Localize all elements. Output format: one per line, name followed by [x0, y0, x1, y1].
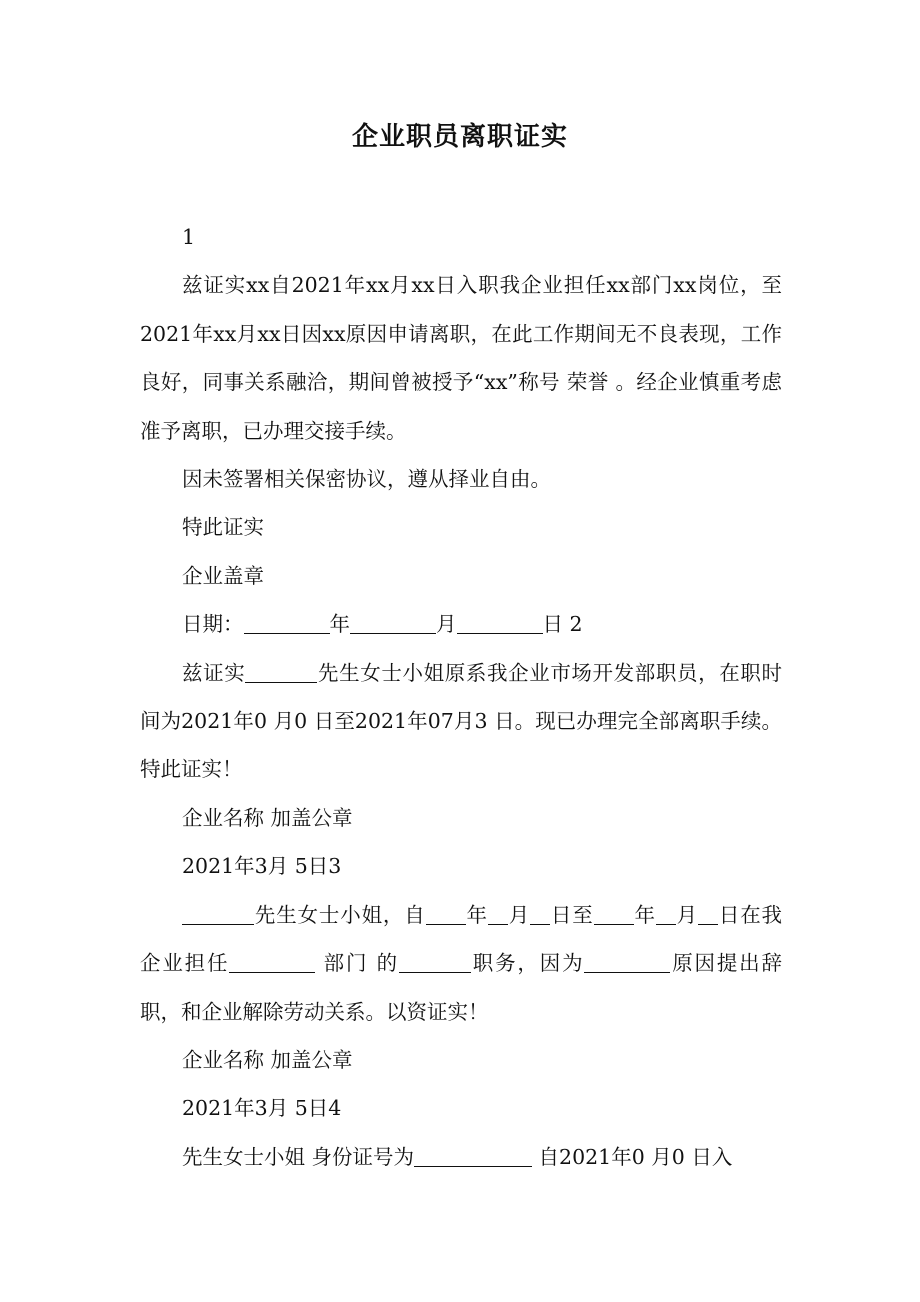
text-segment: 原因提出辞职，和企业解除劳动关系。以资证实！	[140, 951, 783, 1024]
date-line	[140, 600, 782, 648]
certificate-paragraph-1: 兹证实xx自2021年xx月xx日入职我企业担任xx部门xx岗位，至2021年xx月xx日因xx原因申请离职，在此工作期间无不良表现，工作良好，同事关系融洽，期间曾被授予“xx”称号 荣誉 。经企业慎重考虑准予离职，已办理交接手续。	[140, 273, 782, 443]
text-segment: 职务，因为	[470, 951, 585, 976]
blank-line	[698, 902, 718, 925]
text-segment: 月	[507, 902, 531, 927]
blank-line	[656, 902, 676, 925]
blank-line	[530, 902, 550, 925]
text-segment: 部门 的	[315, 951, 399, 976]
blank-line	[594, 902, 634, 925]
blank-line	[414, 1144, 532, 1167]
section-number-1: 1	[182, 225, 196, 249]
certificate-paragraph-3	[140, 891, 782, 1036]
blank-line	[245, 660, 317, 683]
text-segment: 自2021年0 月0 日入	[532, 1144, 733, 1169]
blank-line	[488, 902, 508, 925]
year-label: 年	[329, 612, 350, 637]
issue-date-line: 2021年3月 5日3	[182, 854, 342, 879]
confidentiality-paragraph: 因未签署相关保密协议，遵从择业自由。	[182, 467, 551, 492]
document-body	[140, 213, 782, 1181]
blank-line	[399, 951, 471, 974]
blank-line	[457, 612, 543, 635]
document-title: 企业职员离职证实	[351, 122, 568, 152]
text-segment: 先生女士小姐原系我企业市场开发部职员，在职时间为2021年0 月0 日至2021年07月3 日。现已办理完全部离职手续。特此证实！	[140, 660, 783, 782]
blank-line	[584, 951, 670, 974]
text-segment: 先生女士小姐，自	[254, 902, 426, 927]
text-segment: 兹证实	[182, 660, 246, 685]
blank-line	[244, 612, 330, 635]
day-label: 日 2	[542, 612, 583, 637]
company-name-seal-line: 企业名称 加盖公章	[182, 805, 353, 830]
blank-line	[229, 951, 315, 974]
text-segment: 年	[633, 902, 656, 927]
certificate-paragraph-4	[140, 1133, 782, 1181]
text-segment: 年	[465, 902, 488, 927]
text-segment: 日在我企业担任	[140, 902, 783, 976]
text-segment: 月	[675, 902, 698, 927]
blank-line	[426, 902, 466, 925]
issue-date-line: 2021年3月 5日4	[182, 1096, 342, 1121]
blank-line	[182, 902, 254, 925]
month-label: 月	[436, 612, 457, 637]
blank-line	[350, 612, 436, 635]
certificate-paragraph-2	[140, 649, 782, 794]
company-name-seal-line: 企业名称 加盖公章	[182, 1047, 353, 1072]
text-segment: 先生女士小姐 身份证号为	[182, 1144, 415, 1169]
text-segment: 日至	[550, 902, 594, 927]
hereby-certify-line: 特此证实	[182, 515, 264, 540]
company-seal-line: 企业盖章	[182, 563, 264, 588]
date-label: 日期：	[182, 612, 244, 637]
